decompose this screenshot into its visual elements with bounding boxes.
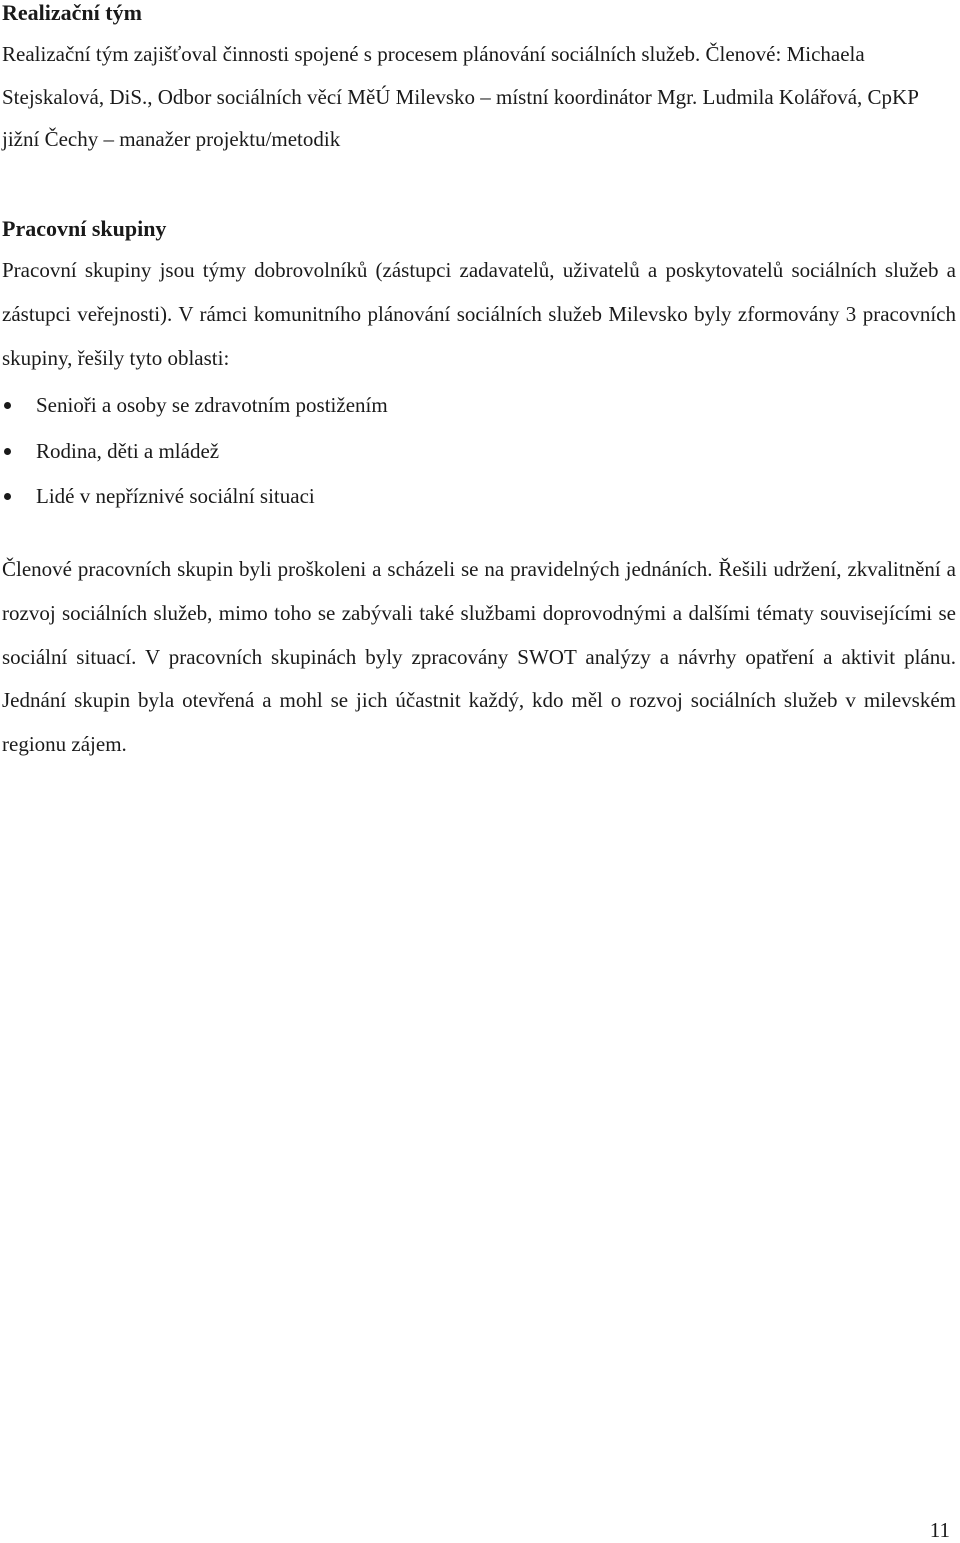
bullet-icon bbox=[4, 493, 11, 500]
paragraph-realizacni-tym: Realizační tým zajišťoval činnosti spojené s procesem plánování sociálních služeb. Členové: Michaela Stejskalová, DiS., Odbor sociálních věcí MěÚ Milevsko – místní koordinátor Mgr. Ludmila Kolářová, CpKP jižní Čechy – manažer projektu/metodik bbox=[2, 42, 919, 151]
bullet-icon bbox=[4, 448, 11, 455]
list-item bbox=[0, 383, 388, 429]
list-item-text: Lidé v nepříznivé sociální situaci bbox=[36, 484, 315, 508]
section-heading-realizacni-tym: Realizační tým bbox=[2, 0, 142, 25]
list-item bbox=[0, 474, 388, 520]
areas-bullet-list bbox=[0, 383, 388, 520]
list-item-text: Rodina, děti a mládež bbox=[36, 438, 220, 463]
paragraph-clenove-skupin: Členové pracovních skupin byli proškoleni a scházeli se na pravidelných jednáních. Řešili udržení, zkvalitnění a rozvoj sociálních služeb, mimo toho se zabývali také službami doprovodnými a dalšími tématy souvisejícími se sociální situací. V pracovních skupinách byly zpracovány SWOT analýzy a návrhy opatření a aktivit plánu. Jednání skupin byla otevřená a mohl se jich účastnit každý, kdo měl o rozvoj sociálních služeb v milevském regionu zájem. bbox=[2, 557, 956, 757]
page-number: 11 bbox=[929, 1518, 950, 1542]
list-item bbox=[0, 429, 388, 475]
section-heading-pracovni-skupiny: Pracovní skupiny bbox=[2, 216, 167, 241]
paragraph-pracovni-skupiny: Pracovní skupiny jsou týmy dobrovolníků (zástupci zadavatelů, uživatelů a poskytovatelů sociálních služeb a zástupci veřejnosti). V rámci komunitního plánování sociálních služeb Milevsko byly zformovány 3 pracovních skupiny, řešily tyto oblasti: bbox=[2, 258, 956, 370]
bullet-icon bbox=[4, 402, 11, 409]
list-item-text: Senioři a osoby se zdravotním postižením bbox=[36, 393, 388, 417]
